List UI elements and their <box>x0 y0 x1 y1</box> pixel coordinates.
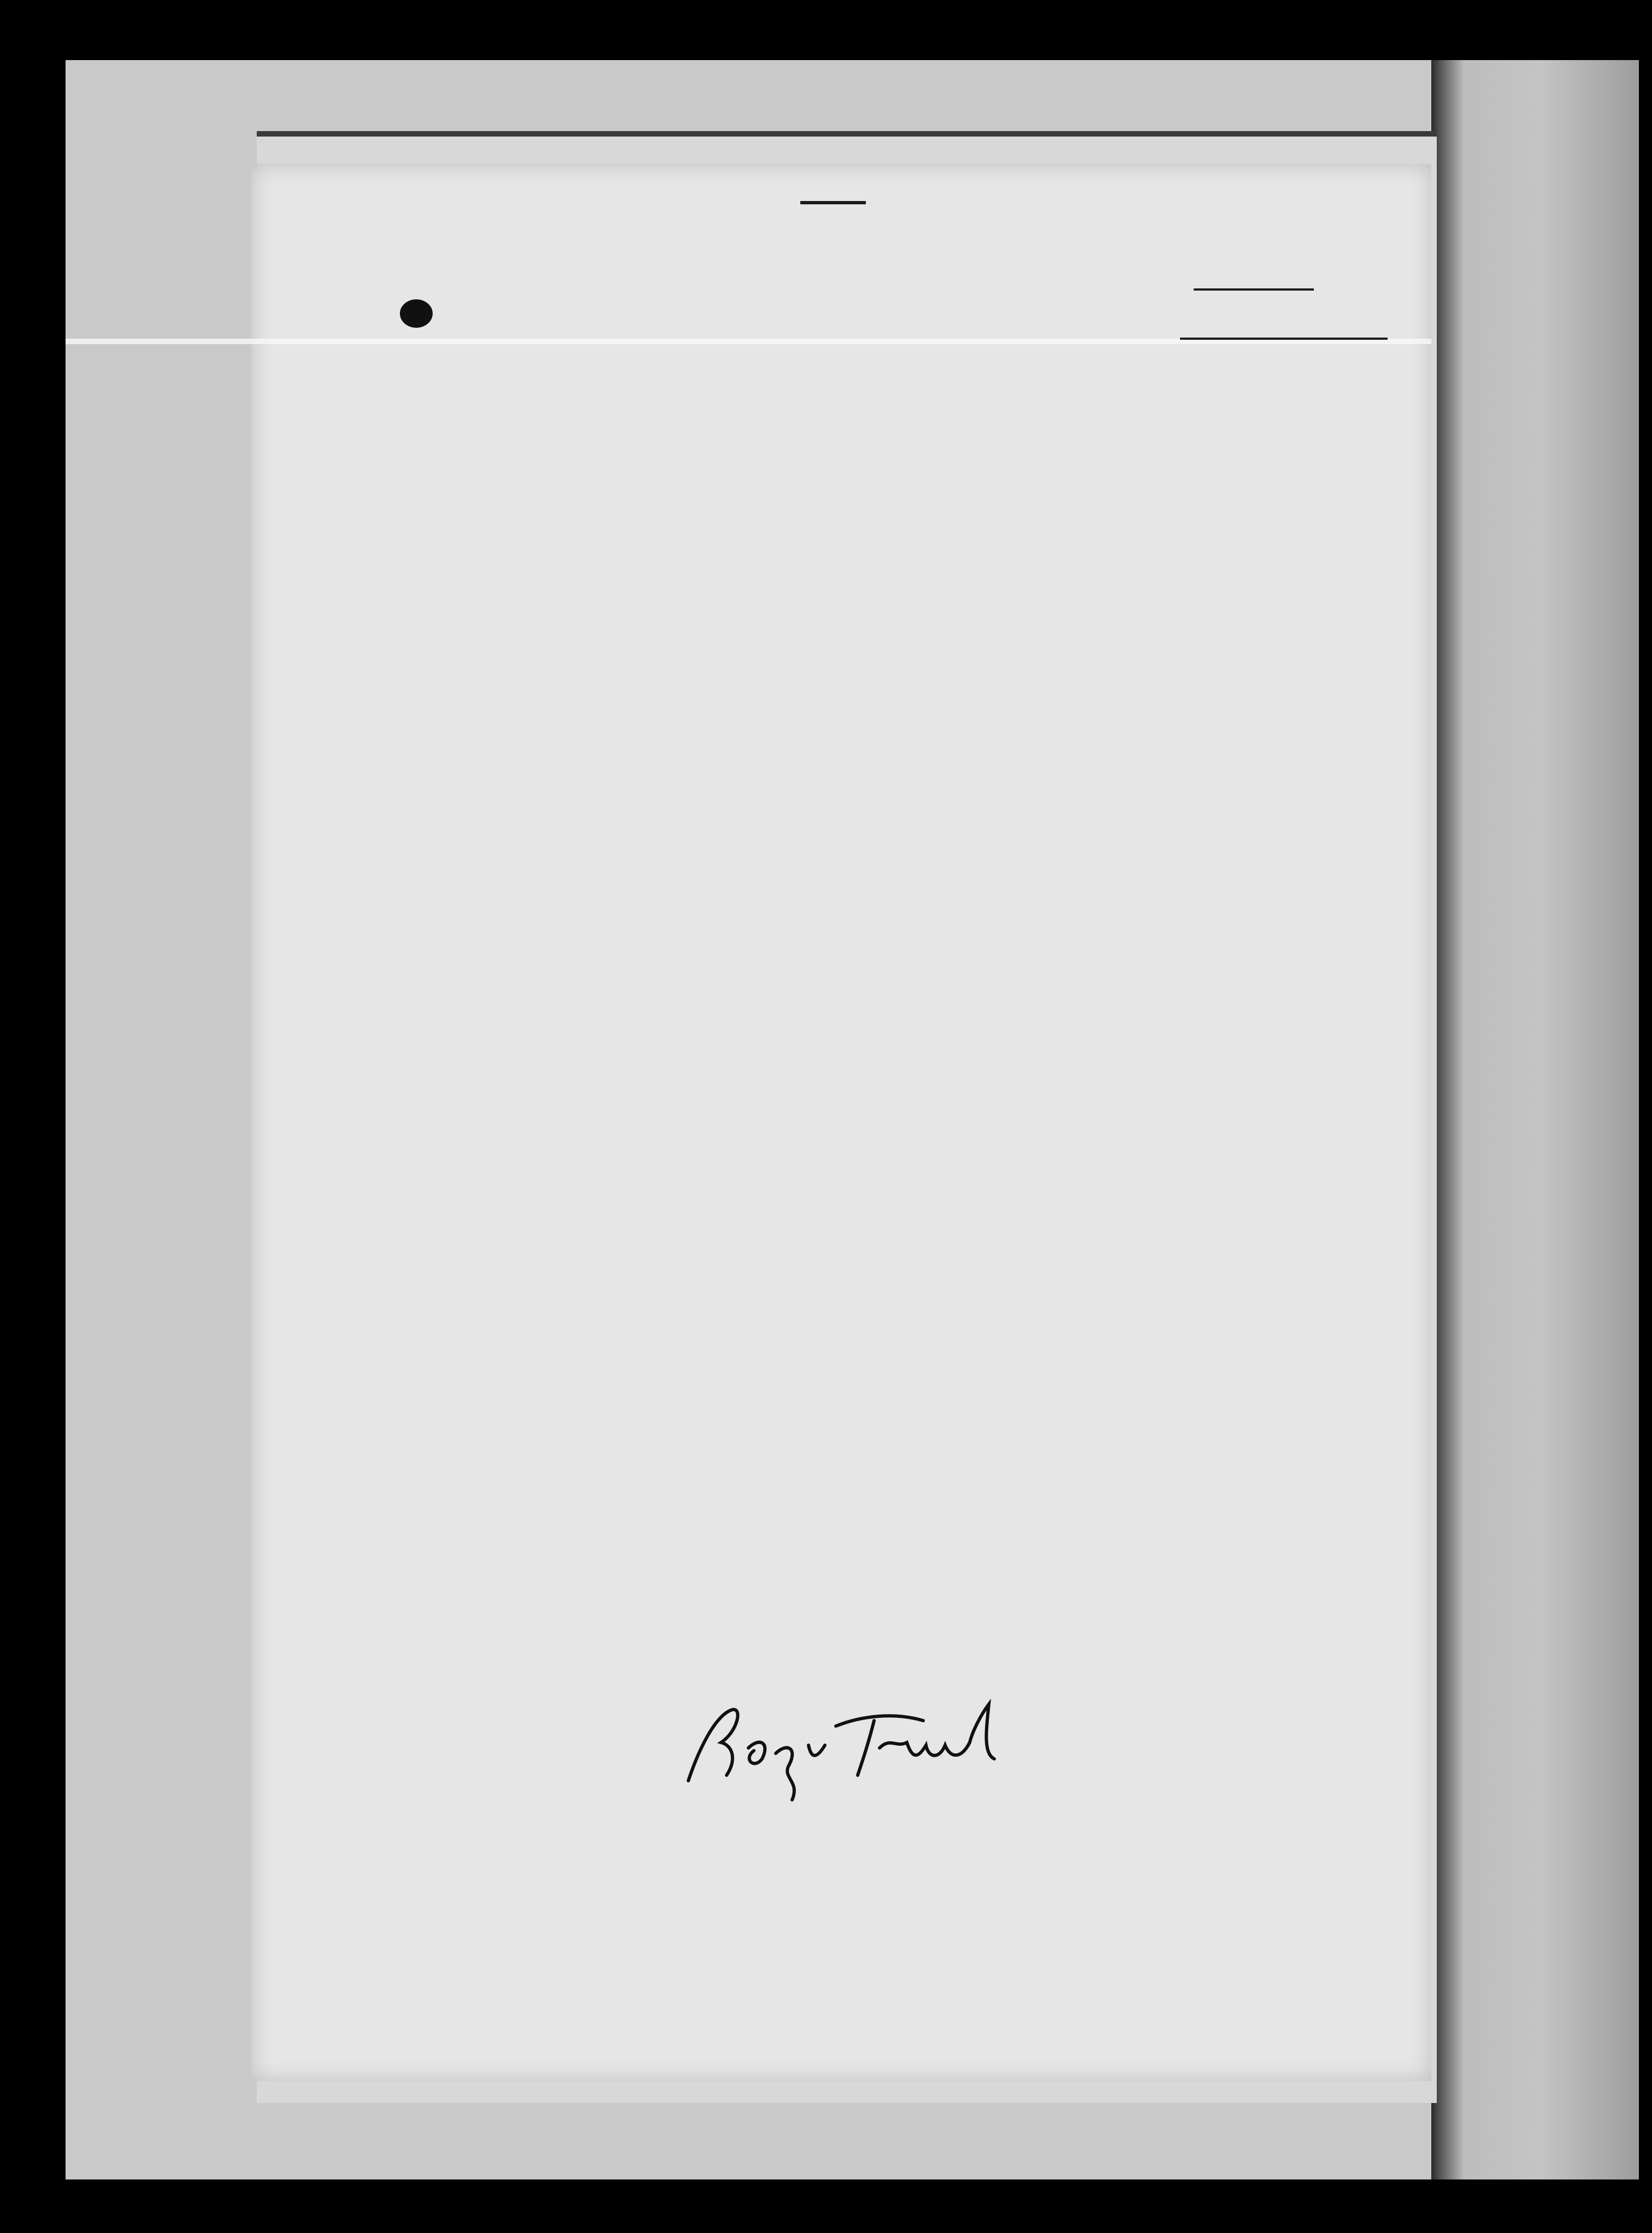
signature-image <box>666 1682 1027 1803</box>
top-dash <box>800 201 866 204</box>
date-underline <box>1180 338 1388 340</box>
file-underline <box>1194 288 1314 291</box>
punch-hole <box>400 299 433 328</box>
folder-edge <box>1431 60 1639 2179</box>
